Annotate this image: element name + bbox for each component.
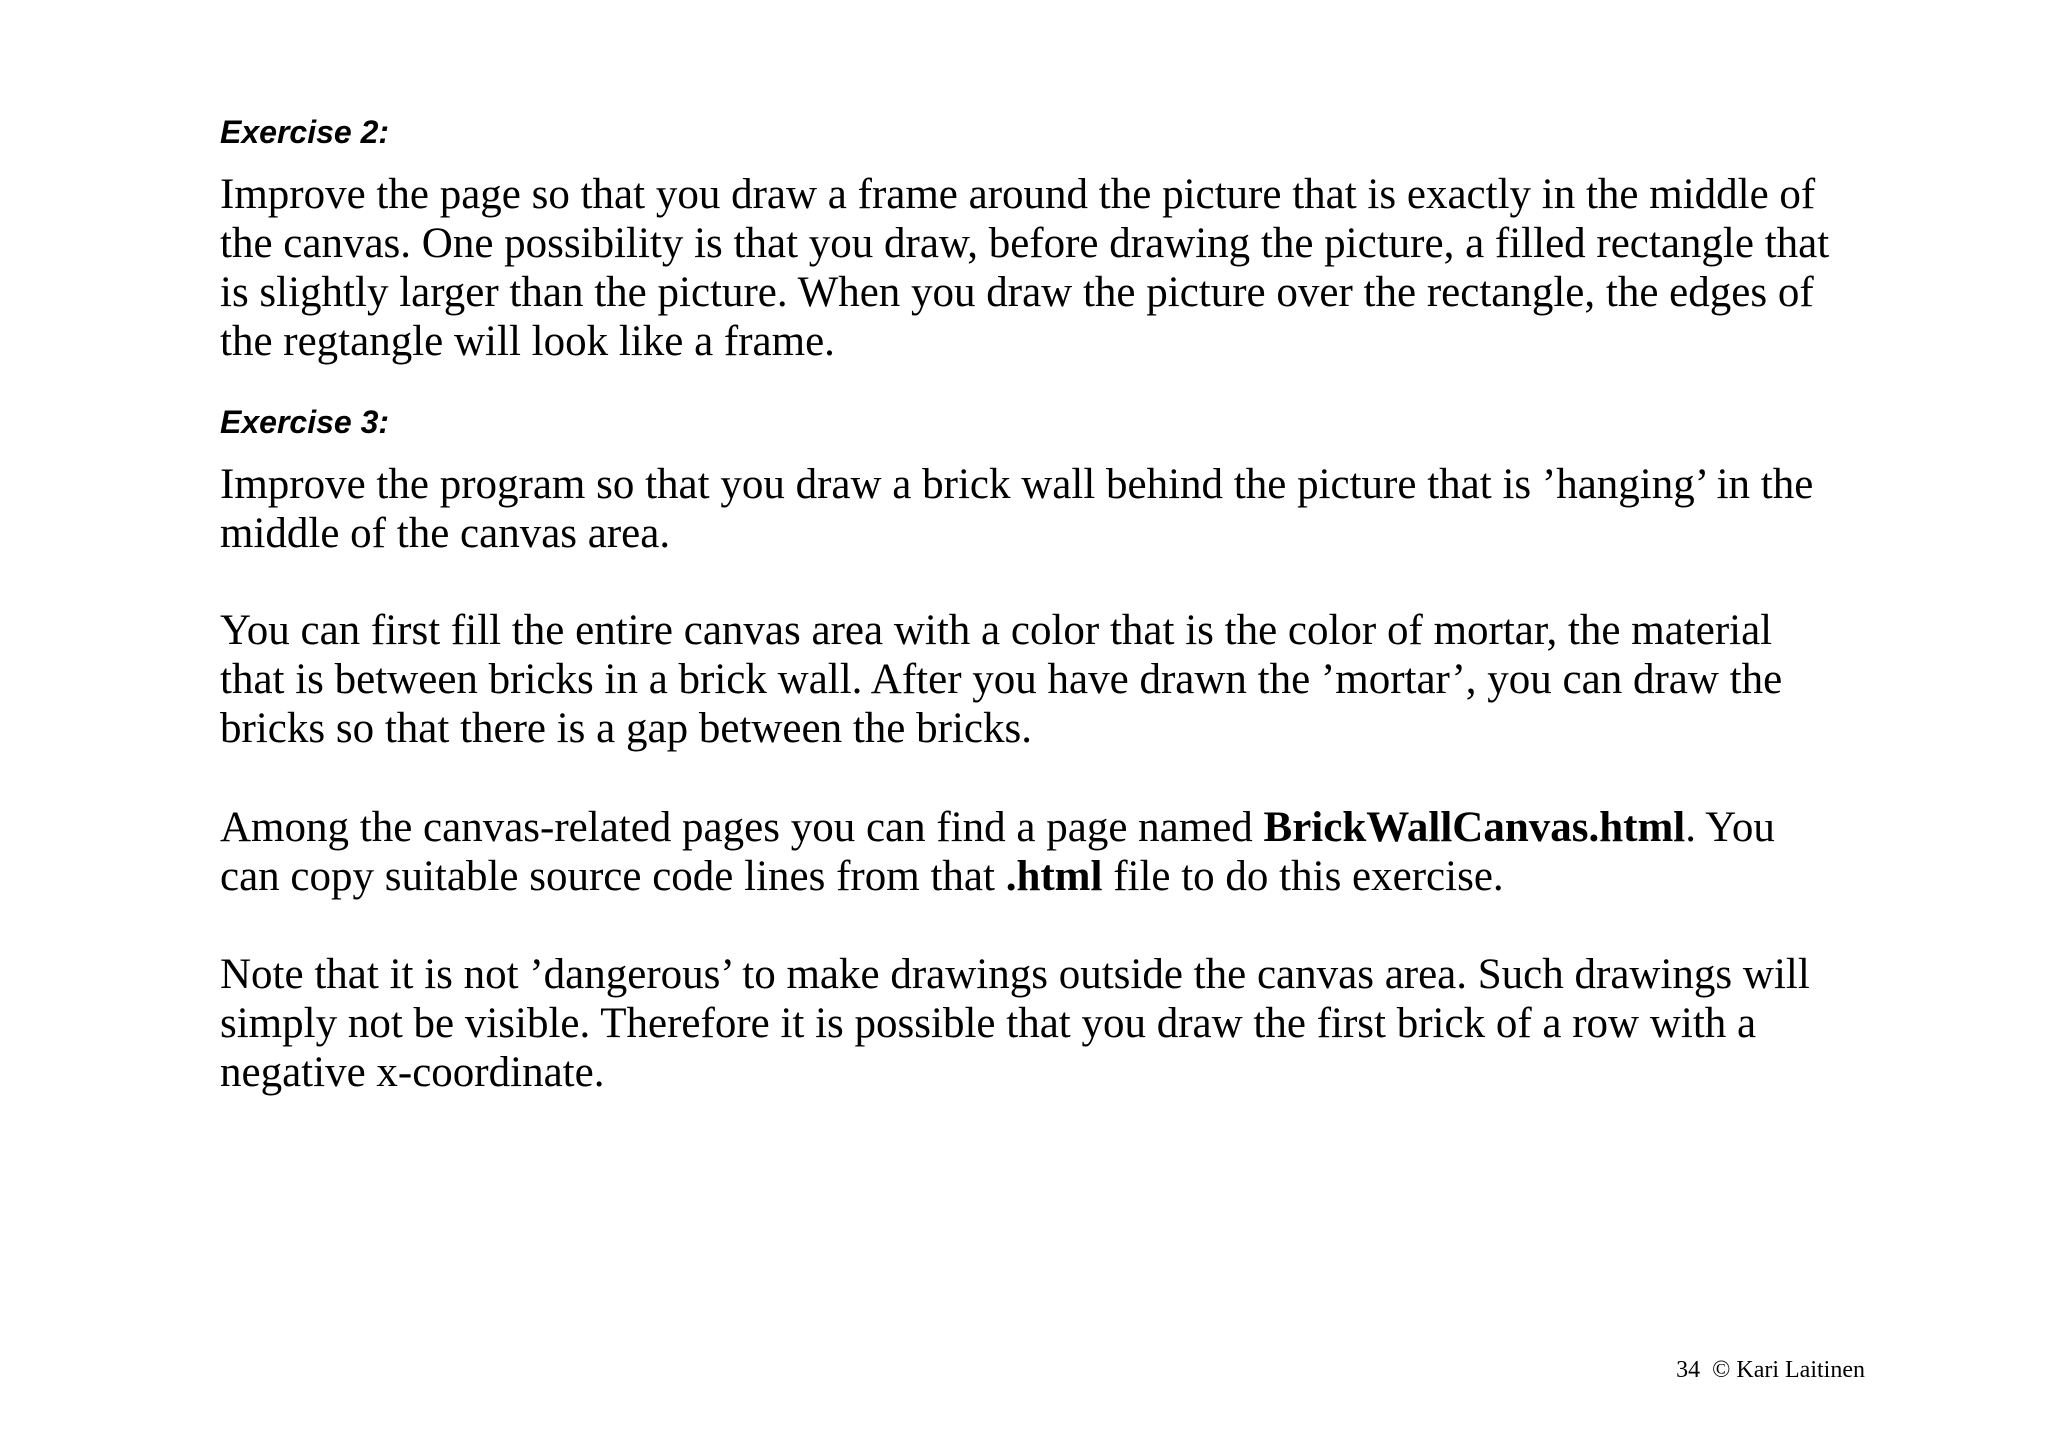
exercise-3-paragraph-1 <box>220 460 1900 558</box>
text-line: simply not be visible. Therefore it is possible that you draw the first brick of a row with a <box>220 1000 1757 1047</box>
text-line: Note that it is not ’dangerous’ to make drawings outside the canvas area. Such drawings will <box>220 951 1810 998</box>
text-line: the canvas. One possibility is that you draw, before drawing the picture, a filled rectangle that <box>220 220 1830 267</box>
text-line: is slightly larger than the picture. When you draw the picture over the rectangle, the edges of <box>220 269 1814 316</box>
text-run: Among the canvas-related pages you can find a page named <box>220 804 1264 851</box>
text-line: You can first fill the entire canvas area with a color that is the color of mortar, the material <box>220 607 1773 654</box>
text-line <box>220 852 1900 901</box>
exercise-2-heading: Exercise 2: <box>220 114 390 150</box>
filename-brickwallcanvas: BrickWallCanvas.html <box>1263 804 1686 851</box>
text-line: bricks so that there is a gap between the bricks. <box>220 705 1032 752</box>
exercise-3-paragraph-4 <box>220 950 1900 1097</box>
text-line: Improve the page so that you draw a frame around the picture that is exactly in the middle of <box>220 171 1816 218</box>
text-run: can copy suitable source code lines from that <box>220 853 1006 900</box>
text-run: file to do this exercise. <box>1102 853 1504 900</box>
copyright-notice: © Kari Laitinen <box>1712 1357 1865 1383</box>
text-line: the regtangle will look like a frame. <box>220 318 835 365</box>
exercise-3-paragraph-2 <box>220 606 1900 753</box>
text-run: . You <box>1685 804 1775 851</box>
exercise-3-paragraph-3 <box>220 803 1900 901</box>
exercise-2-paragraph <box>220 170 1900 366</box>
text-line: that is between bricks in a brick wall. After you have drawn the ’mortar’, you can draw the <box>220 656 1783 703</box>
text-line: negative x-coordinate. <box>220 1049 605 1096</box>
file-extension-html: .html <box>1005 853 1103 900</box>
text-line: middle of the canvas area. <box>220 510 671 557</box>
exercise-3-heading: Exercise 3: <box>220 404 390 440</box>
page-footer <box>1676 1355 1865 1385</box>
text-line: Improve the program so that you draw a brick wall behind the picture that is ’hanging’ in the <box>220 461 1814 508</box>
page-number: 34 <box>1676 1357 1701 1383</box>
text-line <box>220 803 1900 852</box>
